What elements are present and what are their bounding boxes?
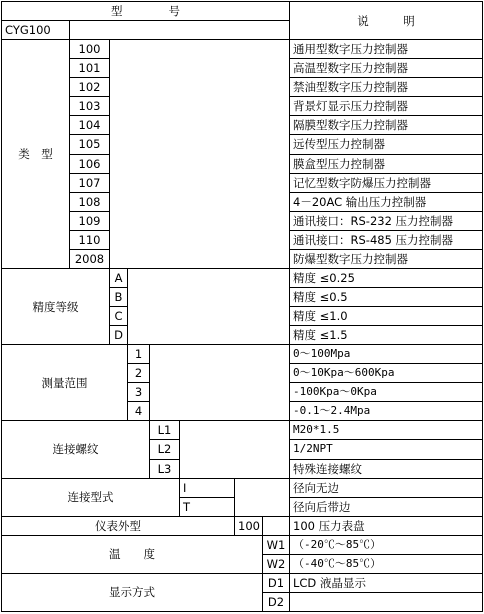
- series-code: CYG100: [2, 21, 70, 40]
- temperature-code: W2: [263, 554, 290, 573]
- thread-code: L3: [150, 459, 180, 478]
- type-blank: [110, 249, 290, 268]
- type-desc: 记忆型数字防爆压力控制器: [290, 173, 483, 192]
- temperature-code: W1: [263, 535, 290, 554]
- range-desc: 0～10Kpa～600Kpa: [290, 364, 483, 383]
- type-blank: [110, 59, 290, 78]
- accuracy-group-label: 精度等级: [2, 268, 110, 344]
- accuracy-blank: [128, 287, 290, 306]
- type-desc: 通讯接口：RS-232 压力控制器: [290, 211, 483, 230]
- explanation-header: 说 明: [290, 2, 483, 40]
- thread-blank: [180, 421, 290, 440]
- type-blank: [110, 97, 290, 116]
- accuracy-desc: 精度 ≤0.25: [290, 268, 483, 287]
- accuracy-code: D: [110, 326, 128, 345]
- display-group-label: 显示方式: [2, 573, 263, 611]
- accuracy-blank: [128, 326, 290, 345]
- type-blank: [110, 78, 290, 97]
- type-blank: [110, 135, 290, 154]
- type-blank: [110, 230, 290, 249]
- thread-code: L2: [150, 440, 180, 459]
- display-code: D1: [263, 573, 290, 592]
- type-blank: [110, 40, 290, 59]
- type-desc: 膜盒型压力控制器: [290, 154, 483, 173]
- range-desc: 0～100Mpa: [290, 345, 483, 364]
- range-blank: [150, 345, 290, 364]
- type-code: 104: [70, 116, 110, 135]
- accuracy-code: A: [110, 268, 128, 287]
- type-code: 100: [70, 40, 110, 59]
- type-code: 108: [70, 192, 110, 211]
- type-desc: 远传型压力控制器: [290, 135, 483, 154]
- type-desc: 禁油型数字压力控制器: [290, 78, 483, 97]
- thread-code: L1: [150, 421, 180, 440]
- type-code: 106: [70, 154, 110, 173]
- type-blank: [110, 154, 290, 173]
- type-code: 103: [70, 97, 110, 116]
- connection-desc: 径向后带边: [290, 497, 483, 516]
- type-blank: [110, 192, 290, 211]
- type-code: 109: [70, 211, 110, 230]
- type-group-label: 类 型: [2, 40, 70, 269]
- display-code: D2: [263, 592, 290, 611]
- accuracy-code: B: [110, 287, 128, 306]
- display-desc: [290, 592, 483, 611]
- gauge-group-label: 仪表外型: [2, 516, 235, 535]
- thread-desc: M20*1.5: [290, 421, 483, 440]
- type-desc: 背景灯显示压力控制器: [290, 97, 483, 116]
- accuracy-desc: 精度 ≤0.5: [290, 287, 483, 306]
- range-code: 3: [128, 383, 150, 402]
- thread-desc: 特殊连接螺纹: [290, 459, 483, 478]
- gauge-code: 100: [235, 516, 263, 535]
- range-blank: [150, 402, 290, 421]
- gauge-desc: 100 压力表盘: [290, 516, 483, 535]
- type-blank: [110, 173, 290, 192]
- connection-blank: [235, 497, 290, 516]
- type-code: 102: [70, 78, 110, 97]
- accuracy-blank: [128, 268, 290, 287]
- display-desc: LCD 液晶显示: [290, 573, 483, 592]
- range-blank: [150, 364, 290, 383]
- type-desc: 高温型数字压力控制器: [290, 59, 483, 78]
- type-desc: 隔膜型数字压力控制器: [290, 116, 483, 135]
- type-desc: 4－20AC 输出压力控制器: [290, 192, 483, 211]
- type-code: 101: [70, 59, 110, 78]
- range-code: 4: [128, 402, 150, 421]
- type-desc: 通讯接口：RS-485 压力控制器: [290, 230, 483, 249]
- range-desc: -100Kpa～0Kpa: [290, 383, 483, 402]
- thread-group-label: 连接螺纹: [2, 421, 150, 478]
- accuracy-desc: 精度 ≤1.5: [290, 326, 483, 345]
- type-code: 110: [70, 230, 110, 249]
- range-blank: [150, 383, 290, 402]
- connection-blank: [235, 478, 290, 497]
- accuracy-blank: [128, 307, 290, 326]
- range-code: 1: [128, 345, 150, 364]
- accuracy-code: C: [110, 307, 128, 326]
- model-header: 型 号: [2, 2, 290, 21]
- range-code: 2: [128, 364, 150, 383]
- range-group-label: 测量范围: [2, 345, 128, 421]
- temperature-desc: （-40℃～85℃）: [290, 554, 483, 573]
- thread-blank: [180, 440, 290, 459]
- type-desc: 通用型数字压力控制器: [290, 40, 483, 59]
- type-code: 107: [70, 173, 110, 192]
- thread-desc: 1/2NPT: [290, 440, 483, 459]
- temperature-desc: （-20℃～85℃）: [290, 535, 483, 554]
- gauge-blank: [263, 516, 290, 535]
- range-desc: -0.1～2.4Mpa: [290, 402, 483, 421]
- type-blank: [110, 211, 290, 230]
- type-code: 105: [70, 135, 110, 154]
- connection-group-label: 连接型式: [2, 478, 180, 516]
- connection-code: I: [180, 478, 235, 497]
- type-code: 2008: [70, 249, 110, 268]
- thread-blank: [180, 459, 290, 478]
- type-blank: [110, 116, 290, 135]
- series-blank: [70, 21, 290, 40]
- connection-desc: 径向无边: [290, 478, 483, 497]
- connection-code: T: [180, 497, 235, 516]
- type-desc: 防爆型数字压力控制器: [290, 249, 483, 268]
- accuracy-desc: 精度 ≤1.0: [290, 307, 483, 326]
- model-spec-table: [1, 1, 483, 612]
- temperature-group-label: 温 度: [2, 535, 263, 573]
